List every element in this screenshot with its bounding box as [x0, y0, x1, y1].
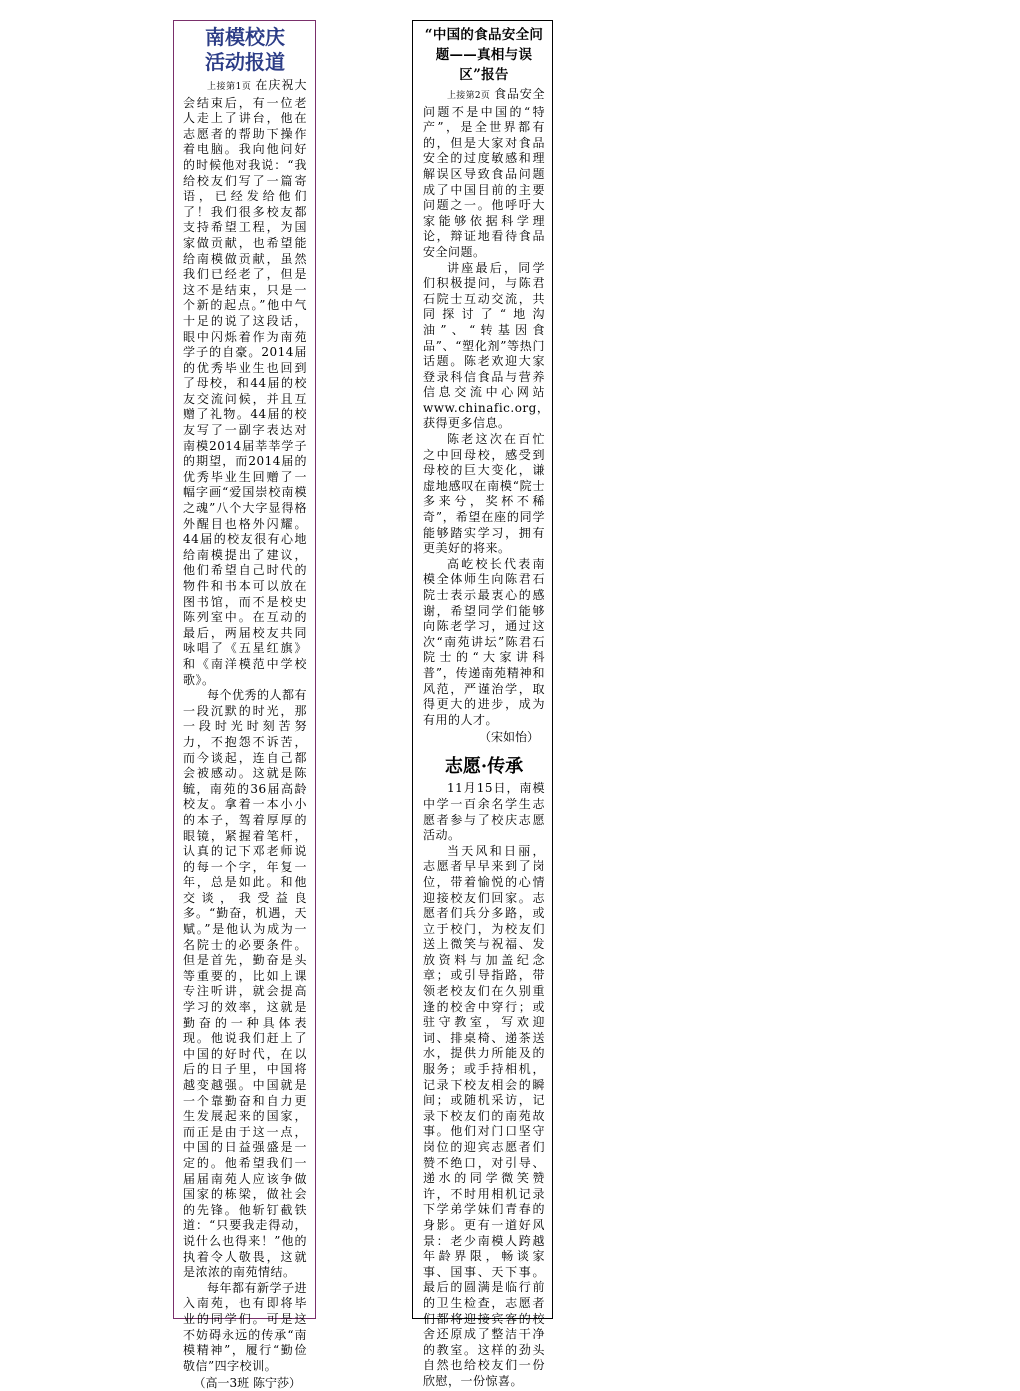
paragraph: [183, 78, 307, 688]
paragraph: [423, 87, 545, 261]
paragraph: 讲座最后，同学们积极提问，与陈君石院士互动交流，共同探讨了“地沟油”、“转基因食品”、“塑化剂”等热门话题。陈老欢迎大家登录科信食品与营养信息交流中心网站www.chinafic.org，获得更多信息。: [423, 260, 550, 431]
paragraph: 高屹校长代表南模全体师生向陈君石院士表示最衷心的感谢，希望同学们能够向陈老学习，通过这次“南苑讲坛”陈君石院士的“大家讲科普”，传递南苑精神和风范，严谨治学，取得更大的进步，成为有用的人才。: [423, 556, 545, 727]
continued-note: 上接第1页: [207, 82, 252, 92]
paragraph: 当天风和日丽，志愿者早早来到了岗位，带着愉悦的心情迎接校友们回家。志愿者们兵分多路，或立于校门，为校友们送上微笑与祝福、发放资料与加盖纪念章；或引导指路，带领老校友们在久别重逢的校舍中穿行；或驻守教室，写欢迎词、排桌椅、递茶送水，提供力所能及的服务；或手持相机，记录下校友相会的瞬间；或随机采访，记录下校友们的南苑故事。他们对门口坚守岗位的迎宾志愿者们赞不绝口，对引导、递水的同学微笑赞许，不时用相机记录下学弟学妹们青春的身影。更有一道好风景：老少南模人跨越年龄界限，畅谈家事、国事、天下事。最后的圆满是临行前的卫生检查，志愿者们都将迎接宾客的校舍还原成了整洁干净的教室。这样的劲头自然也给校友们一份欣慰，一份惊喜。: [423, 843, 545, 1388]
article-column-food-safety: [412, 20, 553, 1388]
volunteer-article-title: 志愿·传承: [444, 756, 524, 778]
continued-note: 上接第2页: [447, 91, 491, 101]
paragraph-text: 食品安全问题不是中国的“特产”，是全世界都有的，但是大家对食品安全的过度敏感和理解误区导致食品问题成了中国目前的主要问题之一。他呼吁大家能够依据科学理论，辩证地看待食品安全问题。: [423, 87, 545, 259]
author-signature: （高一3班 陈宁莎）: [193, 1376, 301, 1391]
article-title: [183, 25, 307, 75]
paragraph: 陈老这次在百忙之中回母校，感受到母校的巨大变化，谦虚地感叹在南模“院士多来兮，奖杯不稀奇”，希望在座的同学能够踏实学习，拥有更美好的将来。: [423, 432, 545, 556]
article-title: “中国的食品安全问题——真相与误区”报告: [424, 27, 544, 83]
article-title-line1: 南模校庆: [205, 25, 285, 49]
paragraph-text: 在庆祝大会结束后，有一位老人走上了讲台，他在志愿者的帮助下操作着电脑。我向他问好的时候他对我说：“我给校友们写了一篇寄语，已经发给他们了！我们很多校友都支持希望工程，为国家做贡献，也希望能给南模做贡献，虽然我们已经老了，但是这不是结束，只是一个新的起点。”他中气十足的说了这段话，眼中闪烁着作为南苑学子的自豪。2014届的优秀毕业生也回到了母校，和44届的校友交流问候，并且互赠了礼物。44届的校友写了一副字表达对南模2014届莘莘学子的期望，而2014届的优秀毕业生回赠了一幅字画“爱国崇校南模之魂”八个大字显得格外醒目也格外闪耀。44届的校友很有心地给南模提出了建议，他们希望自己时代的物件和书本可以放在图书馆，而不是校史陈列室中。在互动的最后，两届校友共同咏唱了《五星红旗》和《南洋模范中学校歌》。: [183, 78, 307, 687]
article-title-line2: 活动报道: [205, 50, 285, 74]
paragraph: 每年都有新学子进入南苑，也有即将毕业的同学们。可是这不妨碍永远的传承“南模精神”，履行“勤俭敬信”四字校训。: [183, 1280, 308, 1373]
paragraph: 每个优秀的人都有一段沉默的时光，那一段时光时刻苦努力，不抱怨不诉苦，而今谈起，连自己都会被感动。这就是陈毓，南苑的36届高龄校友。拿着一本小小的本子，驾着厚厚的眼镜，紧握着笔杆，认真的记下邓老师说的每一个字，年复一年，总是如此。和他交谈，我受益良多。“勤奋，机遇，天赋。”是他认为成为一名院士的必要条件。但是首先，勤奋是头等重要的，比如上课专注听讲，就会提高学习的效率，这就是勤奋的一种具体表现。他说我们赶上了中国的好时代，在以后的日子里，中国将越变越强。中国就是一个靠勤奋和自力更生发展起来的国家，而正是由于这一点，中国的日益强盛是一定的。他希望我们一届届南苑人应该争做国家的栋梁，做社会的先锋。他斩钉截铁道：“只要我走得动，说什么也得来！”他的执着令人敬畏，这就是浓浓的南苑情结。: [183, 688, 308, 1280]
author-signature: （宋如怡）: [478, 730, 539, 745]
paragraph: 11月15日，南模中学一百余名学生志愿者参与了校庆志愿活动。: [423, 781, 545, 843]
article-column-anniversary: [173, 20, 316, 1391]
